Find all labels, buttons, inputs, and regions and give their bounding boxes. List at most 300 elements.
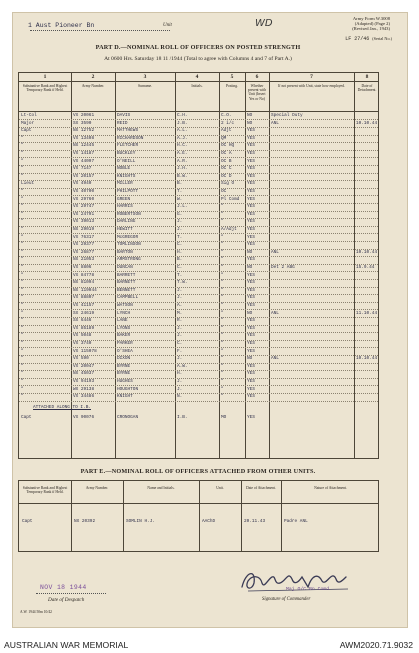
column-number: 2: [91, 74, 95, 80]
table-cell: ": [221, 333, 224, 339]
column-number: 7: [310, 74, 313, 80]
table-cell: ": [21, 363, 24, 369]
table-cell: RICHARDSON: [117, 135, 144, 141]
table-cell: ": [21, 143, 24, 149]
table-cell: ANL: [271, 249, 279, 255]
form-line: (Revised Jan., 1943): [352, 26, 390, 32]
table-cell: ": [221, 280, 224, 286]
table-cell: VX 3740: [73, 341, 92, 346]
table-cell: BARNETT: [117, 280, 136, 286]
table-cell: VX 29747: [73, 204, 95, 210]
table-cell: SX 6446: [73, 318, 92, 324]
table-cell: VX 8806: [73, 265, 92, 270]
table-cell: B.W.: [177, 173, 188, 179]
table-cell: A.: [177, 303, 183, 308]
table-cell: ": [221, 303, 224, 308]
attached-note: ATTACHED ALONG TO I.B.: [33, 404, 91, 410]
table-cell: ": [21, 242, 24, 248]
table-cell: ": [221, 257, 224, 263]
column-header: Name and Initials.: [147, 486, 175, 490]
unit-label: Unit: [163, 23, 172, 28]
table-cell: VX 13408: [73, 135, 95, 141]
table-cell: ": [21, 211, 24, 217]
table-cell: ": [221, 204, 224, 210]
table-cell: Capt: [21, 128, 32, 134]
table-cell: J.H.: [177, 166, 188, 172]
table-cell: 10.10.44: [356, 120, 378, 126]
archive-accession: AWM2020.71.9032: [339, 640, 413, 650]
table-cell: T.: [177, 234, 183, 240]
table-cell: NO: [247, 265, 253, 270]
table-cell: J.B.: [177, 120, 188, 126]
table-cell: YES: [247, 158, 255, 164]
table-cell: LYONS: [117, 325, 131, 331]
table-cell: Lt-Col: [21, 113, 37, 118]
table-cell: DARLING: [117, 219, 136, 225]
table-cell: YES: [247, 280, 255, 286]
table-cell: ": [221, 356, 224, 362]
table-cell: OC B: [221, 158, 232, 164]
table-cell: BARRETT: [117, 272, 136, 278]
table-cell: ": [21, 135, 24, 141]
table-cell: OC D: [221, 173, 232, 179]
table-cell: Adjt: [221, 128, 232, 134]
table-cell: BARTON: [117, 249, 133, 255]
column-header: Surname.: [137, 84, 153, 88]
table-cell: NX 119044: [73, 287, 97, 293]
table-cell: ": [21, 265, 24, 270]
table-cell: W.: [177, 196, 183, 202]
table-cell: Det 2 ABG: [271, 265, 295, 270]
table-cell: KNIGHTS: [117, 173, 136, 179]
table-cell: ": [21, 173, 24, 179]
form-number-block: [312, 16, 390, 32]
table-cell: T.W.: [177, 280, 188, 286]
table-cell: VX 14187: [73, 151, 95, 156]
table-cell: ": [21, 204, 24, 210]
table-cell: O'SHEA: [117, 348, 133, 354]
column-header: Date of Attachment.: [246, 486, 276, 490]
table-cell: ": [21, 287, 24, 293]
table-cell: YES: [247, 386, 255, 392]
table-cell: 20.11.43: [244, 519, 266, 524]
table-cell: J.: [177, 287, 183, 293]
table-cell: NO: [247, 113, 253, 118]
column-number: 4: [195, 74, 199, 80]
column-rule: [123, 481, 124, 551]
table-cell: VX 34486: [73, 394, 95, 400]
table-cell: SX 3590: [73, 120, 92, 126]
table-cell: QM: [221, 135, 227, 141]
table-cell: ": [221, 318, 224, 324]
table-cell: VX 85189: [73, 325, 95, 331]
archive-name: AUSTRALIAN WAR MEMORIAL: [4, 640, 129, 650]
table-cell: T.: [177, 189, 183, 194]
despatch-date-stamp: NOV 18 1944: [40, 584, 87, 591]
table-cell: ": [221, 348, 224, 354]
table-cell: ARMSTRONG: [117, 257, 141, 263]
table-cell: ": [21, 219, 24, 225]
table-cell: NO: [247, 356, 253, 362]
table-cell: YES: [247, 181, 255, 187]
table-cell: DUNCAN: [117, 265, 133, 270]
table-cell: 10.10.44: [356, 356, 378, 362]
table-cell: WX 29138: [73, 386, 95, 392]
column-rule: [71, 481, 72, 551]
table-cell: J.: [177, 386, 183, 392]
table-cell: OC C: [221, 166, 232, 172]
table-cell: C.: [177, 242, 183, 248]
table-cell: H.: [177, 249, 183, 255]
table-cell: ": [21, 371, 24, 377]
unit-name: 1 Aust Pioneer Bn: [28, 22, 95, 29]
table-cell: J.: [177, 295, 183, 301]
table-cell: DAVIS: [117, 113, 131, 118]
column-header: Whether present with Unit (Insert Yes or No): [247, 84, 267, 101]
column-number: 8: [365, 74, 369, 80]
table-cell: ": [221, 211, 224, 217]
table-cell: ": [21, 394, 24, 400]
table-cell: YES: [247, 414, 255, 420]
table-cell: MILLER: [117, 181, 133, 187]
table-cell: Capt: [22, 519, 33, 524]
table-cell: ": [221, 394, 224, 400]
column-header: Substantive Rank and Highest Temporary Rank if Held.: [22, 486, 68, 495]
table-cell: ": [21, 151, 24, 156]
column-header: Initials.: [191, 84, 203, 88]
table-cell: ROBERTSON: [117, 211, 141, 217]
table-cell: G.: [177, 211, 183, 217]
table-cell: CRONOGAN: [117, 414, 139, 420]
table-cell: J.: [177, 219, 183, 225]
table-cell: ": [221, 386, 224, 392]
table-cell: NX 29019: [73, 227, 95, 232]
table-cell: NX 12752: [73, 128, 95, 134]
table-cell: ": [221, 310, 224, 316]
table-cell: Sig O: [221, 181, 235, 187]
column-number: 6: [255, 74, 259, 80]
table-cell: ": [221, 219, 224, 225]
table-cell: ": [21, 158, 24, 164]
table-cell: LANE: [117, 318, 128, 324]
table-cell: YES: [247, 135, 255, 141]
table-cell: ": [221, 242, 224, 248]
table-cell: YES: [247, 371, 255, 377]
column-number: 1: [43, 74, 47, 80]
table-cell: ": [21, 325, 24, 331]
table-cell: A.E.: [177, 151, 188, 156]
table-cell: Pl Comd: [221, 196, 240, 202]
column-header: Nature of Attachment.: [314, 486, 347, 490]
table-cell: OC HQ: [221, 143, 235, 149]
table-cell: NO: [247, 120, 253, 126]
table-cell: ": [221, 287, 224, 293]
table-cell: ": [21, 257, 24, 263]
table-cell: VX 41157: [73, 303, 95, 308]
table-cell: Special Duty: [271, 113, 303, 118]
table-cell: BAKER: [117, 333, 131, 339]
table-cell: YES: [247, 272, 255, 278]
table-cell: ": [221, 249, 224, 255]
column-header: Unit.: [216, 486, 224, 490]
table-cell: NX 81094: [73, 280, 95, 286]
table-cell: TOMLINSON: [117, 242, 141, 248]
table-cell: KNIGHT: [117, 394, 133, 400]
table-cell: Padre ANL: [284, 519, 308, 524]
table-cell: M.: [177, 310, 183, 316]
table-cell: YES: [247, 295, 255, 301]
table-cell: VX 40700: [73, 189, 95, 194]
part-e-table: [18, 480, 379, 552]
column-rule: [199, 481, 200, 551]
serial-number: [312, 36, 392, 42]
form-line: (Adapted) (Page 2): [354, 21, 390, 27]
table-cell: ": [221, 265, 224, 270]
table-cell: YES: [247, 166, 255, 172]
table-cell: ": [21, 318, 24, 324]
table-cell: GREEN: [117, 196, 131, 202]
table-cell: N.: [177, 394, 183, 400]
table-cell: LYNCH: [117, 310, 131, 316]
table-cell: ": [21, 234, 24, 240]
table-cell: SOMLIN H.J.: [126, 519, 155, 524]
table-cell: VX 20061: [73, 113, 95, 118]
despatch-underline: [36, 593, 106, 594]
table-cell: YES: [247, 394, 255, 400]
table-cell: VX 26877: [73, 249, 95, 255]
table-cell: ANL: [271, 356, 279, 362]
table-cell: VX 20157: [73, 173, 95, 179]
table-cell: BENNETT: [117, 287, 136, 293]
table-cell: ": [21, 189, 24, 194]
table-cell: B.: [177, 257, 183, 263]
table-cell: YES: [247, 143, 255, 149]
table-cell: J.: [177, 325, 183, 331]
table-cell: C.H.: [177, 113, 188, 118]
table-cell: ": [221, 379, 224, 384]
table-cell: BYRNE: [117, 371, 131, 377]
table-cell: YES: [247, 189, 255, 194]
table-cell: YES: [247, 234, 255, 240]
table-cell: ": [221, 234, 224, 240]
table-cell: I.B.: [177, 414, 188, 420]
table-cell: ": [221, 371, 224, 377]
table-cell: J.: [177, 333, 183, 339]
table-cell: NX 45037: [73, 371, 95, 377]
table-cell: YES: [247, 287, 255, 293]
table-cell: NOBLE: [117, 166, 131, 172]
table-cell: NX 21053: [73, 257, 95, 263]
table-cell: PARKER: [117, 341, 133, 346]
table-cell: HOUGHTON: [117, 386, 139, 392]
table-cell: VX 76317: [73, 234, 95, 240]
table-cell: BYRNE: [117, 363, 131, 369]
column-header: Posting.: [226, 84, 238, 88]
table-cell: MO: [221, 414, 227, 420]
row-rule: [19, 401, 378, 402]
table-cell: ": [221, 363, 224, 369]
table-cell: VX 94193: [73, 379, 95, 384]
part-d-table: [18, 72, 379, 459]
table-cell: ": [21, 356, 24, 362]
table-cell: YES: [247, 204, 255, 210]
table-cell: J.: [177, 227, 183, 232]
part-d-subtitle: At 0600 Hrs. Saturday 18 11 /1944 (Total to agree with Columns 4 and 7 of Part A.): [104, 56, 292, 62]
table-cell: PHILPOTT: [117, 189, 139, 194]
table-cell: NX 12445: [73, 143, 95, 149]
table-cell: ": [221, 341, 224, 346]
table-cell: YES: [247, 325, 255, 331]
unit-underline: [30, 30, 170, 31]
table-cell: J.: [177, 379, 183, 384]
table-cell: C.: [177, 341, 183, 346]
table-cell: VX 7147: [73, 166, 92, 172]
table-cell: NO: [247, 310, 253, 316]
table-cell: YES: [247, 318, 255, 324]
table-cell: O'NEILL: [117, 158, 136, 164]
signature-label: Signature of Commander: [262, 597, 311, 602]
table-cell: VX 4940: [73, 181, 92, 187]
table-cell: ANL: [271, 310, 279, 316]
table-cell: T.: [177, 272, 183, 278]
table-cell: YES: [247, 363, 255, 369]
table-cell: B.: [177, 181, 183, 187]
table-cell: BUCKLEY: [117, 151, 136, 156]
table-cell: VX 84778: [73, 272, 95, 278]
table-cell: H.C.: [177, 143, 188, 149]
signature-typed: Maj O/C Bn Comd: [286, 587, 330, 592]
table-cell: McGREGOR: [117, 234, 139, 240]
table-cell: 11.10.44: [356, 310, 378, 316]
table-cell: ": [21, 280, 24, 286]
table-cell: ": [21, 386, 24, 392]
table-cell: ": [21, 333, 24, 339]
part-e-title: PART E.—NOMINAL ROLL OF OFFICERS ATTACHED FROM OTHER UNITS.: [80, 468, 316, 475]
table-cell: VX 29377: [73, 242, 95, 248]
table-cell: YES: [247, 211, 255, 217]
header-rule: [19, 81, 378, 82]
table-cell: YES: [247, 227, 255, 232]
column-header: If not present with Unit, state how employed.: [278, 84, 345, 88]
column-header: Army Number.: [81, 84, 105, 88]
table-cell: ": [21, 379, 24, 384]
table-cell: ": [221, 272, 224, 278]
table-cell: YES: [247, 333, 255, 339]
table-cell: OC A: [221, 151, 232, 156]
table-cell: CAMPBELL: [117, 295, 139, 301]
table-cell: ": [21, 295, 24, 301]
table-cell: C.O.: [221, 113, 232, 118]
table-cell: A.J.: [177, 135, 188, 141]
table-cell: Major: [21, 120, 35, 126]
table-cell: NX 20392: [74, 519, 96, 524]
table-cell: YES: [247, 173, 255, 179]
table-cell: ": [21, 227, 24, 232]
column-header: Army Number.: [85, 486, 109, 490]
table-cell: REID: [117, 120, 128, 126]
table-cell: AAChD: [202, 519, 216, 524]
table-cell: WATSON: [117, 303, 133, 308]
table-cell: ": [21, 348, 24, 354]
table-cell: VX 24791: [73, 211, 95, 217]
serial-label: (Serial No.): [372, 36, 392, 41]
table-cell: ": [21, 303, 24, 308]
table-cell: SX 24619: [73, 310, 95, 316]
table-cell: VX 90076: [73, 414, 95, 420]
table-cell: YES: [247, 128, 255, 134]
table-cell: ": [21, 249, 24, 255]
table-cell: YES: [247, 348, 255, 354]
table-cell: VX 44097: [73, 158, 95, 164]
table-cell: OC: [221, 189, 227, 194]
form-line: Army Form W.3008: [352, 16, 390, 21]
column-rule: [281, 481, 282, 551]
column-header: Substantive Rank and Highest Temporary Rank if Held.: [22, 84, 68, 93]
table-cell: HEWITT: [117, 227, 133, 232]
table-cell: A.R.: [177, 158, 188, 164]
table-cell: YES: [247, 151, 255, 156]
table-cell: YES: [247, 303, 255, 308]
table-cell: VX 115078: [73, 348, 97, 354]
table-cell: ": [221, 295, 224, 301]
table-cell: YES: [247, 196, 255, 202]
header-rule: [19, 503, 378, 504]
table-cell: A.W.: [177, 363, 188, 369]
table-cell: F.: [177, 348, 183, 354]
part-d-title: PART D.—NOMINAL ROLL OF OFFICERS ON POSTED STRENGTH: [95, 44, 301, 51]
table-cell: NO: [247, 249, 253, 255]
table-cell: YES: [247, 257, 255, 263]
table-cell: FLETCHER: [117, 143, 139, 149]
table-cell: 10.10.44: [356, 249, 378, 255]
table-cell: Capt: [21, 414, 32, 420]
table-cell: ": [21, 166, 24, 172]
table-cell: C.: [177, 265, 183, 270]
table-cell: YES: [247, 341, 255, 346]
table-cell: H.: [177, 371, 183, 377]
table-cell: VX 39013: [73, 219, 95, 225]
table-cell: J.: [177, 356, 183, 362]
table-cell: DIXON: [117, 356, 131, 362]
table-cell: VX 29760: [73, 196, 95, 202]
column-rule: [241, 481, 242, 551]
table-cell: VX 5048: [73, 333, 92, 339]
table-cell: YES: [247, 242, 255, 248]
table-cell: VX 20047: [73, 363, 95, 369]
table-cell: ": [21, 341, 24, 346]
table-cell: A.L.: [177, 128, 188, 134]
table-cell: ": [21, 196, 24, 202]
table-cell: ": [21, 310, 24, 316]
column-header: Date of Detachment.: [357, 84, 377, 93]
table-cell: Lieut: [21, 181, 35, 187]
column-number: 3: [143, 74, 147, 80]
despatch-label: Date of Despatch: [48, 597, 85, 603]
table-cell: HUGHES: [117, 379, 133, 384]
printer-note: A.W. 1944 50m 10/42: [20, 610, 52, 614]
header-rule: [19, 111, 378, 112]
table-cell: 15.9.44: [356, 265, 375, 270]
table-cell: MATTHEWS: [117, 128, 139, 134]
table-cell: R.: [177, 318, 183, 324]
serial-value: LF 27/46: [345, 36, 370, 42]
table-cell: ANL: [271, 120, 279, 126]
table-cell: YES: [247, 219, 255, 225]
table-cell: 2 i/c: [221, 120, 235, 126]
wd-handwritten-mark: WD: [255, 18, 273, 29]
table-cell: HARRIS: [117, 204, 133, 210]
table-cell: YES: [247, 379, 255, 384]
